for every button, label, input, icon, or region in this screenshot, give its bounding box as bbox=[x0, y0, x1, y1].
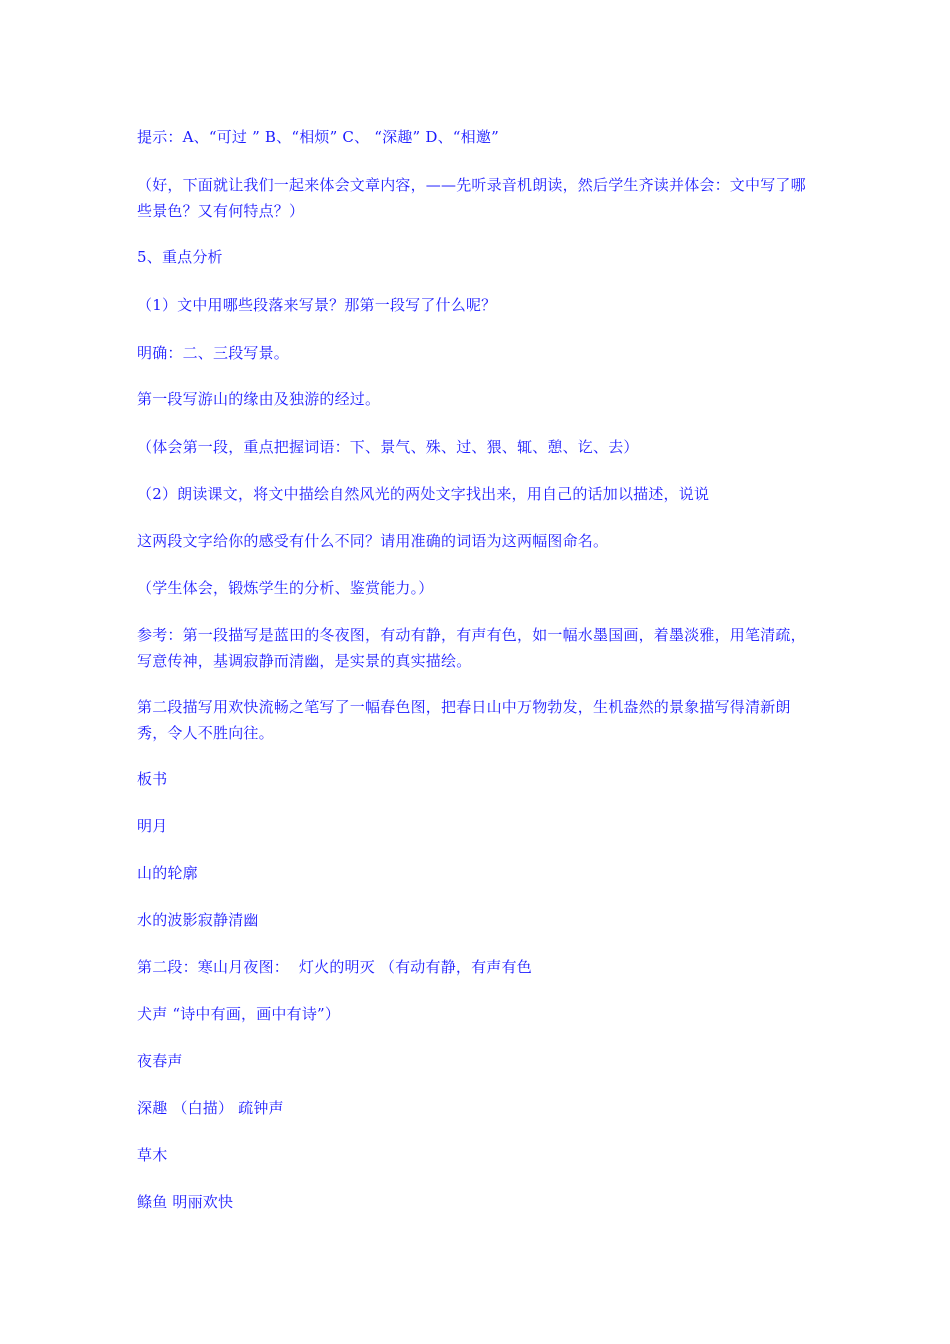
section-heading: 5、重点分析 bbox=[137, 248, 223, 266]
blackboard-line: 水的波影寂静清幽 bbox=[137, 911, 259, 929]
hint-answer-options: 提示：A、“可过 ” B、“相烦” C、 “深趣” D、“相邀” bbox=[137, 128, 499, 146]
blackboard-line: 明月 bbox=[137, 817, 168, 835]
answer-clarification: 明确：二、三段写景。 bbox=[137, 344, 290, 362]
question-2: （2）朗读课文，将文中描绘自然风光的两处文字找出来，用自己的话加以描述，说说 bbox=[137, 485, 710, 503]
first-paragraph-summary: 第一段写游山的缘由及独游的经过。 bbox=[137, 390, 381, 408]
blackboard-heading: 板书 bbox=[137, 770, 168, 788]
question-2-continued: 这两段文字给你的感受有什么不同？请用准确的词语为这两幅图命名。 bbox=[137, 532, 609, 550]
question-1: （1）文中用哪些段落来写景？那第一段写了什么呢？ bbox=[137, 296, 497, 314]
blackboard-line: 深趣 （白描） 疏钟声 bbox=[137, 1099, 284, 1117]
blackboard-line: 第二段：寒山月夜图： 灯火的明灭 （有动有静，有声有色 bbox=[137, 958, 532, 976]
reference-answer-2: 第二段描写用欢快流畅之笔写了一幅春色图，把春日山中万物勃发，生机盎然的景象描写得清新朗秀，令人不胜向往。 bbox=[137, 698, 791, 742]
blackboard-line: 夜春声 bbox=[137, 1052, 183, 1070]
blackboard-line: 鲦鱼 明丽欢快 bbox=[137, 1193, 234, 1211]
blackboard-line: 山的轮廓 bbox=[137, 864, 198, 882]
student-activity-note: （学生体会，锻炼学生的分析、鉴赏能力。） bbox=[137, 579, 434, 597]
reference-answer-1: 参考：第一段描写是蓝田的冬夜图，有动有静，有声有色，如一幅水墨国画，着墨淡雅，用笔清疏，写意传神，基调寂静而清幽，是实景的真实描绘。 bbox=[137, 626, 806, 670]
blackboard-line: 草木 bbox=[137, 1146, 168, 1164]
key-words-note: （体会第一段，重点把握词语：下、景气、殊、过、猥、辄、憩、讫、去） bbox=[137, 438, 639, 456]
instruction-paragraph: （好，下面就让我们一起来体会文章内容，——先听录音机朗读，然后学生齐读并体会：文中写了哪些景色？又有何特点？） bbox=[137, 176, 806, 220]
blackboard-line: 犬声 “诗中有画，画中有诗”） bbox=[137, 1005, 341, 1023]
